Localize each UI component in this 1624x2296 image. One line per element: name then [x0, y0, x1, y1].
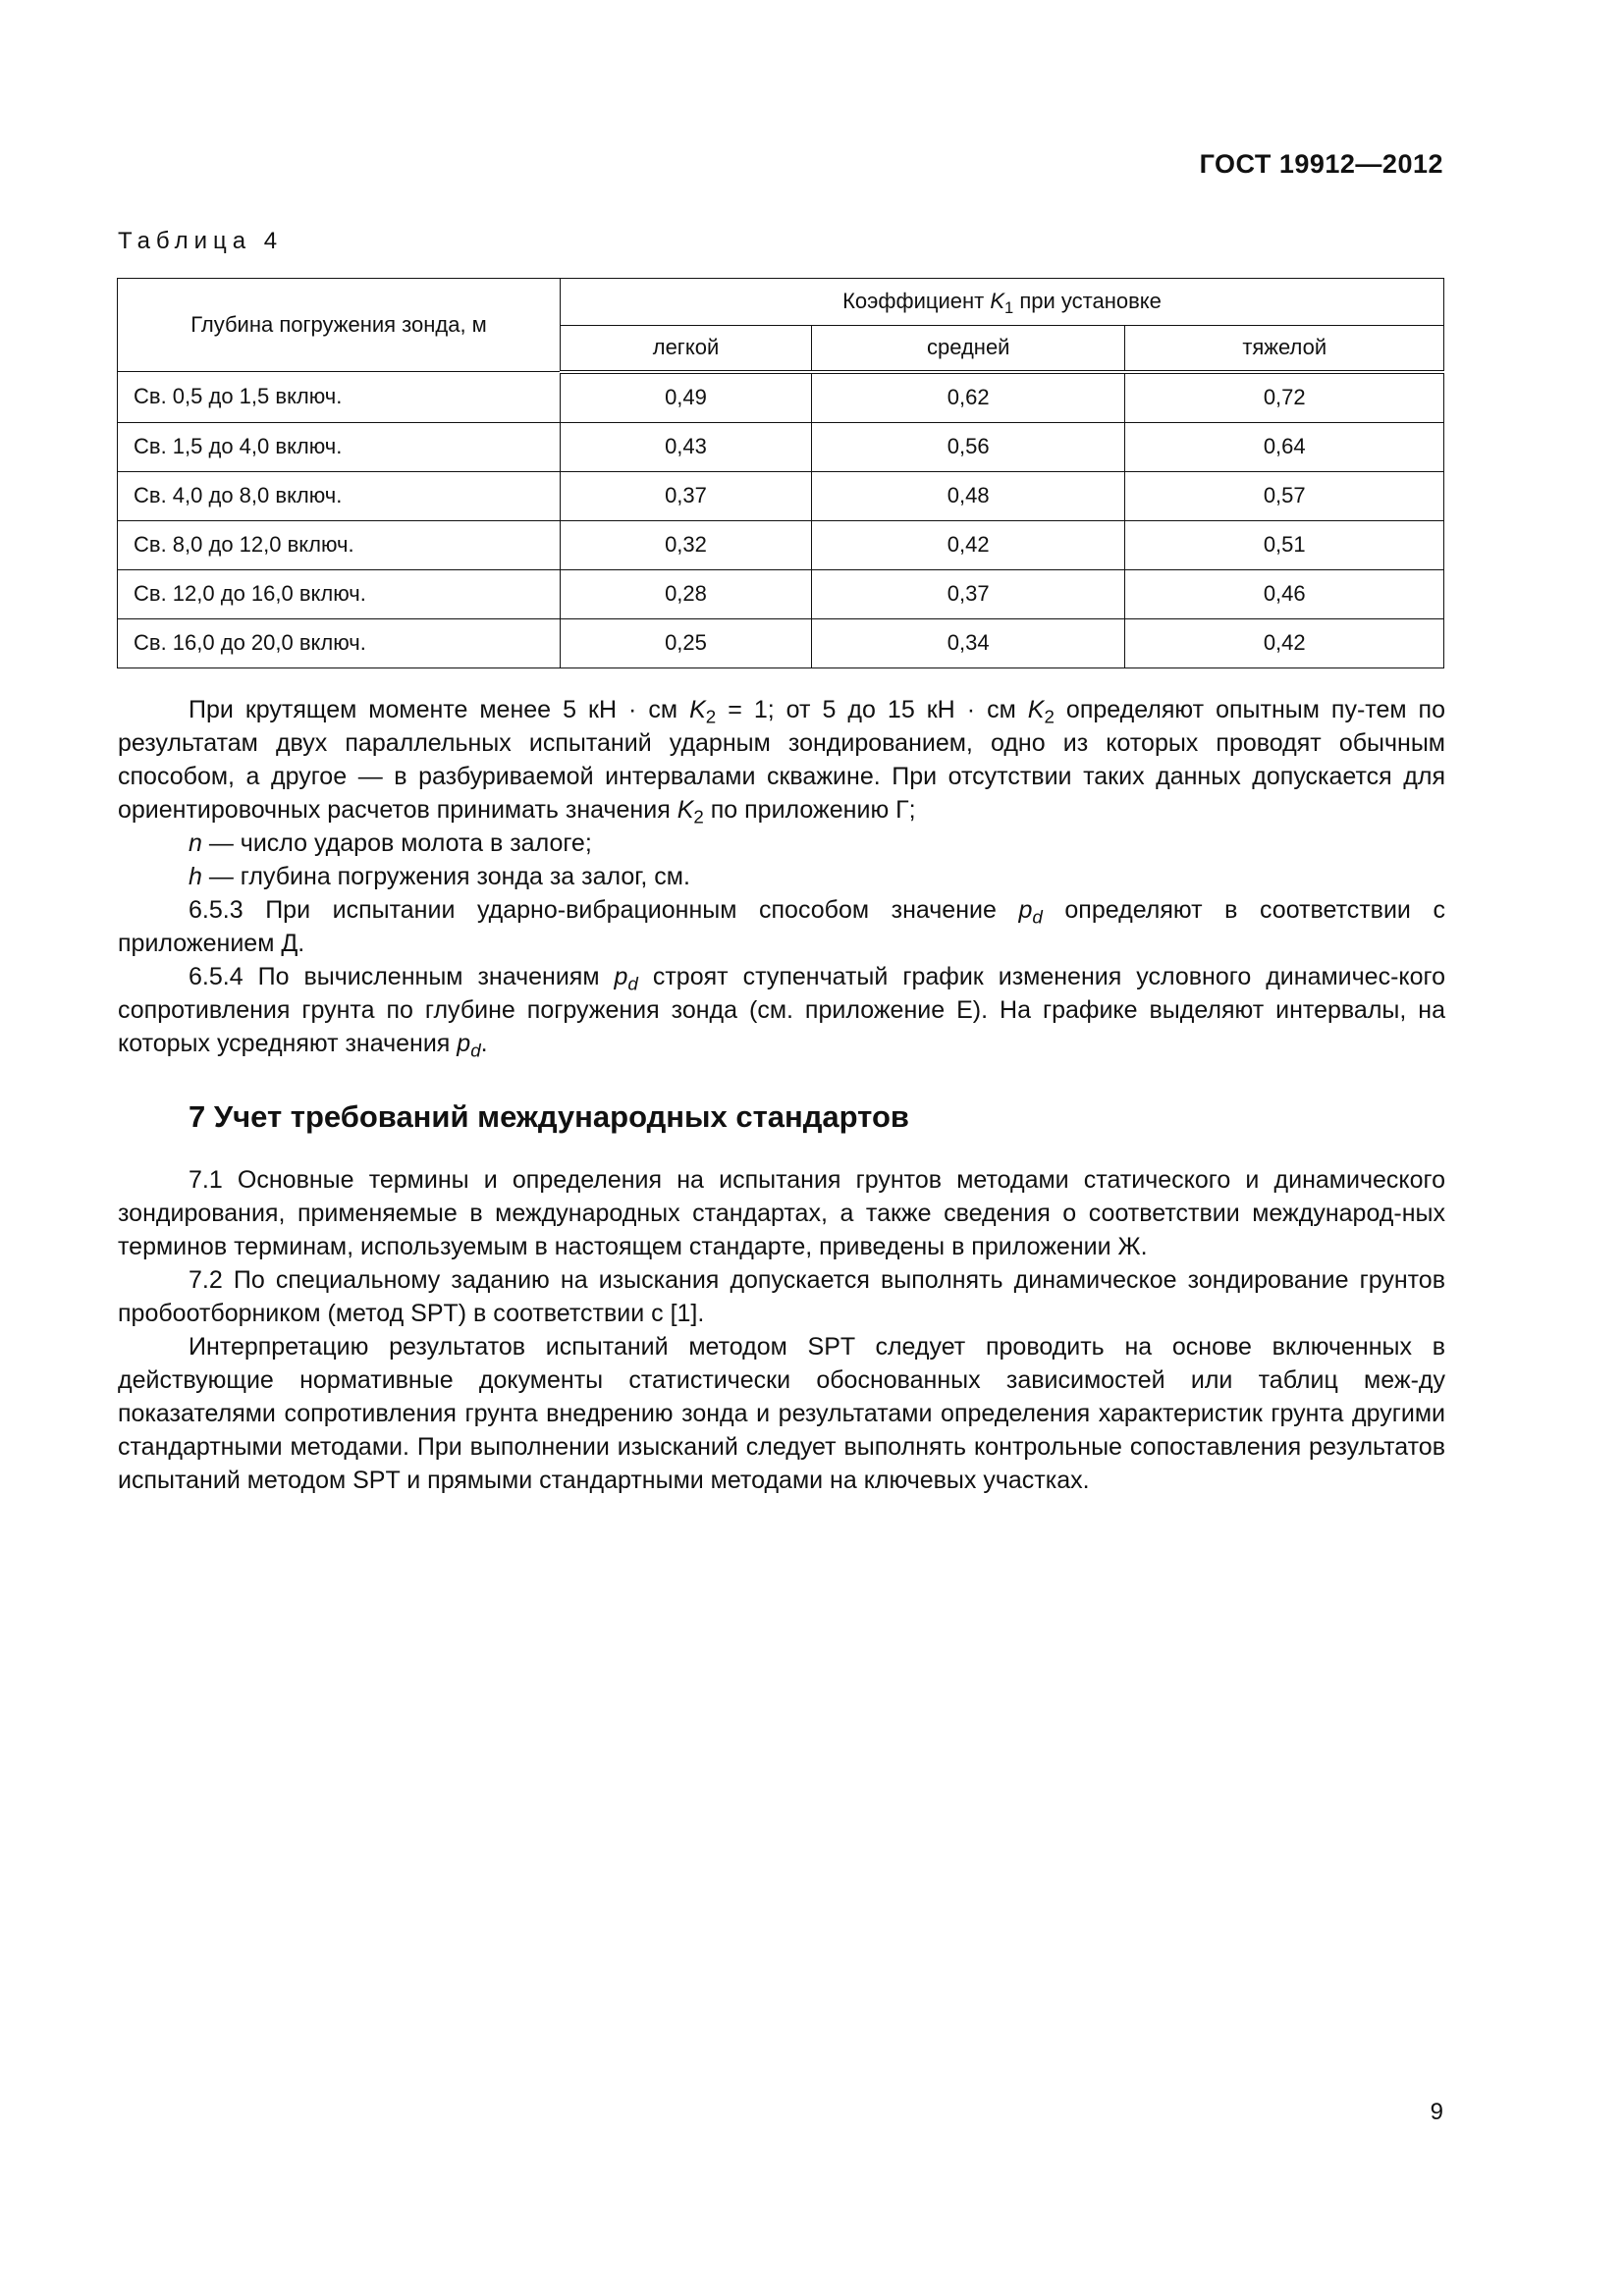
table-row	[118, 422, 1444, 471]
pd-subscript: d	[1032, 906, 1043, 928]
text-block-section-7	[118, 1163, 1445, 1497]
depth-cell: Св. 0,5 до 1,5 включ.	[118, 372, 561, 423]
depth-cell: Св. 8,0 до 12,0 включ.	[118, 520, 561, 569]
definition-h	[118, 860, 1445, 893]
paragraph-7-1: 7.1 Основные термины и определения на испытания грунтов методами статического и динамического зондирования, применяемые в международных стандартах, а также сведения о соответствии международ-ных терминов терминам, используемым в настоящем стандарте, приведены в приложении Ж.	[118, 1166, 1445, 1260]
depth-cell: Св. 1,5 до 4,0 включ.	[118, 422, 561, 471]
heavy-cell: 0,57	[1125, 471, 1444, 520]
k2-subscript: 2	[1044, 706, 1055, 727]
coef-header-prefix: Коэффициент	[842, 289, 991, 314]
light-cell: 0,37	[561, 471, 812, 520]
medium-cell: 0,56	[811, 422, 1125, 471]
light-cell: 0,28	[561, 569, 812, 618]
heavy-cell: 0,72	[1125, 372, 1444, 423]
medium-cell: 0,37	[811, 569, 1125, 618]
k2-subscript: 2	[705, 706, 717, 727]
light-cell: 0,43	[561, 422, 812, 471]
subheader-medium: средней	[811, 325, 1125, 371]
coef-header-suffix: при установке	[1013, 289, 1162, 314]
k2-symbol: K	[677, 796, 694, 824]
medium-cell: 0,48	[811, 471, 1125, 520]
pd-symbol: p	[457, 1030, 471, 1057]
medium-cell: 0,42	[811, 520, 1125, 569]
heavy-cell: 0,46	[1125, 569, 1444, 618]
paragraph-6-5-3	[118, 893, 1445, 960]
paragraph-7-2: 7.2 По специальному заданию на изыскания допускается выполнять динамическое зондирование грунтов пробоотборником (метод SPT) в соответствии с [1].	[118, 1266, 1445, 1327]
light-cell: 0,49	[561, 372, 812, 423]
h-symbol: h	[189, 863, 202, 890]
coef-subscript: 1	[1004, 299, 1014, 318]
table-row	[118, 372, 1444, 423]
medium-cell: 0,62	[811, 372, 1125, 423]
medium-cell: 0,34	[811, 618, 1125, 667]
paragraph-6-5-4	[118, 960, 1445, 1060]
text-run: При крутящем моменте менее 5 кН · см	[189, 696, 690, 723]
text-run: 6.5.3 При испытании ударно-вибрационным способом значение	[189, 896, 1019, 924]
text-run: определяют опытным пу-тем по результатам двух параллельных испытаний ударным зондированием, одно из которых проводят обычным способом, а другое — в разбуриваемой интервалами скважине. При отсутствии таких данных допускается для ориентировочных расчетов принимать значения	[118, 696, 1446, 824]
subheader-heavy: тяжелой	[1125, 325, 1444, 371]
text-run: строят ступенчатый график изменения условного динамичес-кого сопротивления грунта по глубине погружения зонда (см. приложение Е). На графике выделяют интервалы, на которых усредняют значения	[118, 963, 1445, 1057]
h-definition-text: — глубина погружения зонда за залог, см.	[201, 863, 690, 890]
coefficient-column-header	[561, 279, 1444, 326]
table-row	[118, 618, 1444, 667]
k2-symbol: K	[689, 696, 706, 723]
light-cell: 0,25	[561, 618, 812, 667]
definition-n	[118, 827, 1445, 860]
depth-cell: Св. 12,0 до 16,0 включ.	[118, 569, 561, 618]
pd-subscript: d	[627, 973, 638, 994]
n-symbol: n	[189, 829, 202, 857]
heavy-cell: 0,64	[1125, 422, 1444, 471]
text-run: определяют в соответствии с приложением Д.	[118, 896, 1445, 957]
paragraph-torque	[118, 693, 1445, 827]
n-definition-text: — число ударов молота в залоге;	[201, 829, 592, 857]
k2-subscript: 2	[693, 806, 704, 828]
section-7-heading: 7 Учет требований международных стандартов	[189, 1099, 909, 1134]
text-run: по приложению Г;	[703, 796, 916, 824]
light-cell: 0,32	[561, 520, 812, 569]
coef-symbol: K	[990, 289, 1005, 314]
heavy-cell: 0,51	[1125, 520, 1444, 569]
depth-cell: Св. 16,0 до 20,0 включ.	[118, 618, 561, 667]
text-block-definitions	[118, 693, 1445, 1060]
heavy-cell: 0,42	[1125, 618, 1444, 667]
table-row	[118, 520, 1444, 569]
document-code: ГОСТ 19912—2012	[1199, 149, 1443, 179]
k2-symbol: K	[1027, 696, 1045, 723]
subheader-light: легкой	[561, 325, 812, 371]
table-caption: Таблица 4	[118, 228, 284, 254]
pd-subscript: d	[470, 1040, 481, 1061]
coefficient-table	[117, 278, 1444, 668]
pd-symbol: p	[614, 963, 628, 990]
table-row	[118, 569, 1444, 618]
text-run: = 1; от 5 до 15 кН · см	[716, 696, 1028, 723]
paragraph-spt-interpretation: Интерпретацию результатов испытаний методом SPT следует проводить на основе включенных в действующие нормативные документы статистически обоснованных зависимостей или таблиц меж-ду показателями сопротивления грунта внедрению зонда и результатами определения характеристик грунта другими стандартными методами. При выполнении изысканий следует выполнять контрольные сопоставления результатов испытаний методом SPT и прямыми стандартными методами на ключевых участках.	[118, 1333, 1445, 1494]
depth-column-header: Глубина погружения зонда, м	[118, 279, 561, 372]
table-row	[118, 471, 1444, 520]
page-number: 9	[1430, 2099, 1443, 2125]
depth-cell: Св. 4,0 до 8,0 включ.	[118, 471, 561, 520]
text-run: .	[480, 1030, 488, 1057]
text-run: 6.5.4 По вычисленным значениям	[189, 963, 615, 990]
pd-symbol: p	[1018, 896, 1033, 924]
